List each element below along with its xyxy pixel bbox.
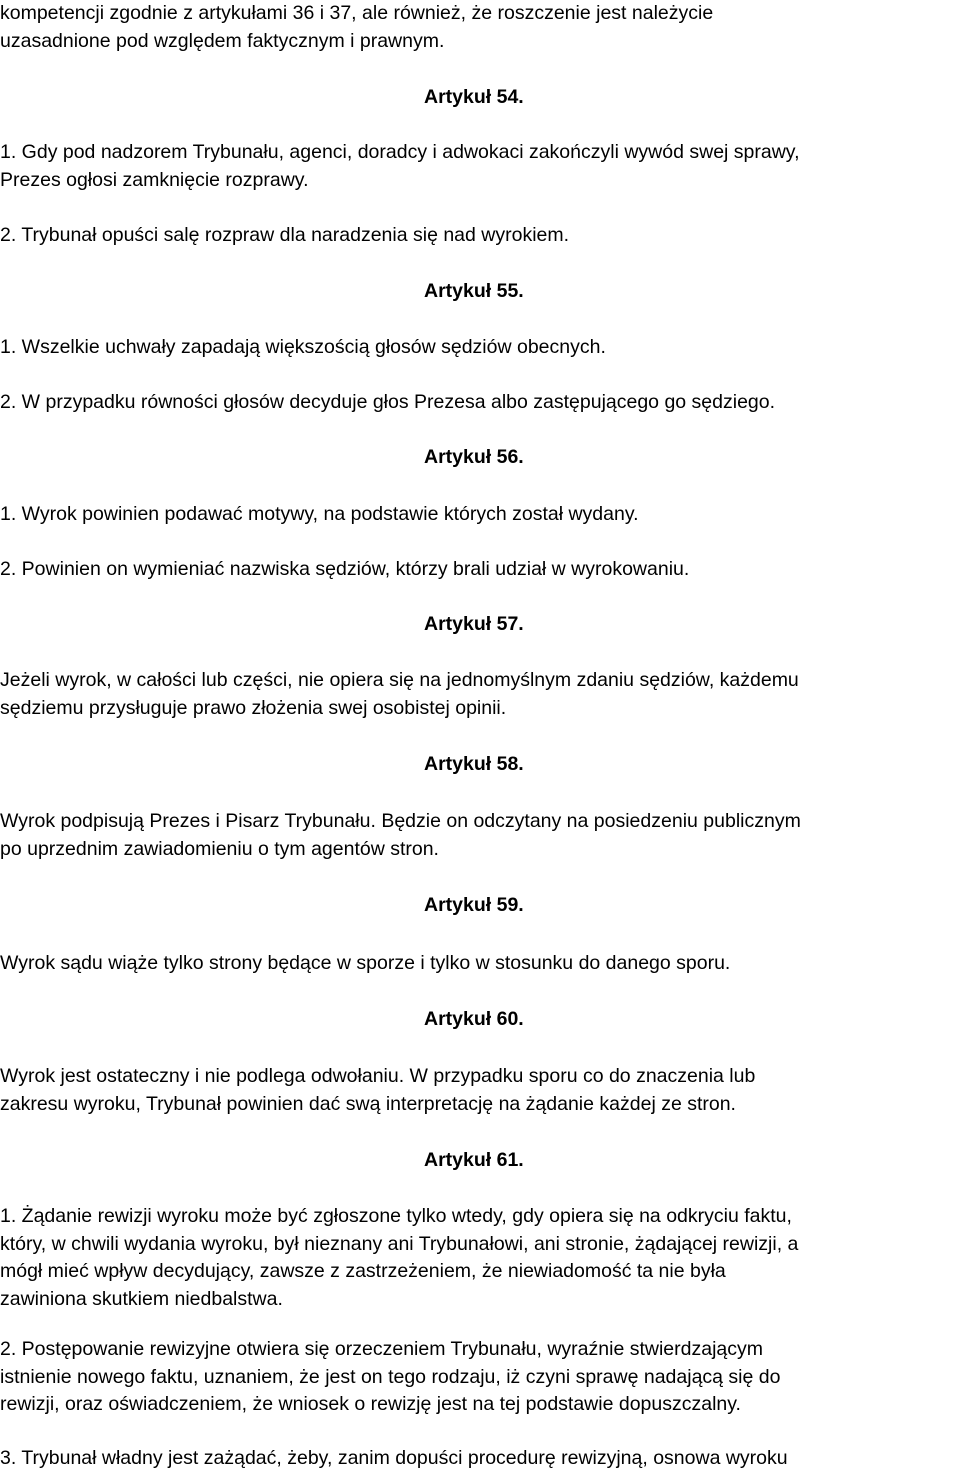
text-line: Wyrok sądu wiąże tylko strony będące w sporze i tylko w stosunku do danego sporu. xyxy=(0,952,731,974)
text-line: uzasadnione pod względem faktycznym i prawnym. xyxy=(0,29,445,52)
article-54-paragraph-2 xyxy=(0,222,960,250)
article-61-paragraph-1 xyxy=(0,1203,960,1313)
text-line: 2. Postępowanie rewizyjne otwiera się orzeczeniem Trybunału, wyraźnie stwierdzającym xyxy=(0,1338,763,1360)
article-56-paragraph-2 xyxy=(0,556,960,584)
text-line: kompetencji zgodnie z artykułami 36 i 37, ale również, że roszczenie jest należycie xyxy=(0,2,714,24)
article-56-heading: Artykuł 56. xyxy=(424,446,524,468)
text-line: Wyrok podpisują Prezes i Pisarz Trybunału. Będzie on odczytany na posiedzeniu publicznym xyxy=(0,810,801,832)
article-58-paragraph xyxy=(0,808,960,863)
text-line: który, w chwili wydania wyroku, był nieznany ani Trybunałowi, ani stronie, żądającej rewizji, a xyxy=(0,1232,799,1255)
article-61-paragraph-3 xyxy=(0,1445,960,1473)
text-line: 2. W przypadku równości głosów decyduje głos Prezesa albo zastępującego go sędziego. xyxy=(0,391,776,413)
article-57-heading: Artykuł 57. xyxy=(424,613,524,635)
article-55-heading: Artykuł 55. xyxy=(424,280,524,302)
text-line: Wyrok jest ostateczny i nie podlega odwołaniu. W przypadku sporu co do znaczenia lub xyxy=(0,1065,756,1087)
article-61-paragraph-2 xyxy=(0,1336,960,1419)
text-line: po uprzednim zawiadomieniu o tym agentów stron. xyxy=(0,837,439,860)
text-line: zawiniona skutkiem niedbalstwa. xyxy=(0,1287,283,1310)
article-58-heading: Artykuł 58. xyxy=(424,753,524,775)
article-59-heading: Artykuł 59. xyxy=(424,894,524,916)
text-line: sędziemu przysługuje prawo złożenia swej osobistej opinii. xyxy=(0,696,507,719)
text-line: zakresu wyroku, Trybunał powinien dać swą interpretację na żądanie każdej ze stron. xyxy=(0,1092,736,1115)
intro-paragraph xyxy=(0,0,960,55)
article-54-heading: Artykuł 54. xyxy=(424,86,524,108)
text-line: mógł mieć wpływ decydujący, zawsze z zastrzeżeniem, że niewiadomość ta nie była xyxy=(0,1260,726,1282)
text-line: istnienie nowego faktu, uznaniem, że jest on tego rodzaju, iż czyni sprawę nadającą się do xyxy=(0,1365,781,1388)
text-line: 2. Powinien on wymieniać nazwiska sędziów, którzy brali udział w wyrokowaniu. xyxy=(0,558,690,580)
text-line: 2. Trybunał opuści salę rozpraw dla naradzenia się nad wyrokiem. xyxy=(0,224,570,246)
article-56-paragraph-1 xyxy=(0,501,960,529)
article-55-paragraph-1 xyxy=(0,334,960,362)
text-line: Jeżeli wyrok, w całości lub części, nie opiera się na jednomyślnym zdaniu sędziów, każdemu xyxy=(0,669,799,691)
text-line: 1. Wszelkie uchwały zapadają większością głosów sędziów obecnych. xyxy=(0,336,606,358)
text-line: 1. Żądanie rewizji wyroku może być zgłoszone tylko wtedy, gdy opiera się na odkryciu faktu, xyxy=(0,1205,792,1227)
text-line: 1. Gdy pod nadzorem Trybunału, agenci, doradcy i adwokaci zakończyli wywód swej sprawy, xyxy=(0,141,800,163)
article-55-paragraph-2 xyxy=(0,389,960,417)
article-61-heading: Artykuł 61. xyxy=(424,1149,524,1171)
text-line: 3. Trybunał władny jest zażądać, żeby, zanim dopuści procedurę rewizyjną, osnowa wyroku xyxy=(0,1447,788,1469)
article-60-paragraph xyxy=(0,1063,960,1118)
article-57-paragraph xyxy=(0,667,960,722)
article-54-paragraph-1 xyxy=(0,139,960,194)
article-60-heading: Artykuł 60. xyxy=(424,1008,524,1030)
text-line: Prezes ogłosi zamknięcie rozprawy. xyxy=(0,168,309,191)
text-line: 1. Wyrok powinien podawać motywy, na podstawie których został wydany. xyxy=(0,503,639,525)
text-line: rewizji, oraz oświadczeniem, że wniosek o rewizję jest na tej podstawie dopuszczalny. xyxy=(0,1393,741,1415)
article-59-paragraph xyxy=(0,950,960,978)
